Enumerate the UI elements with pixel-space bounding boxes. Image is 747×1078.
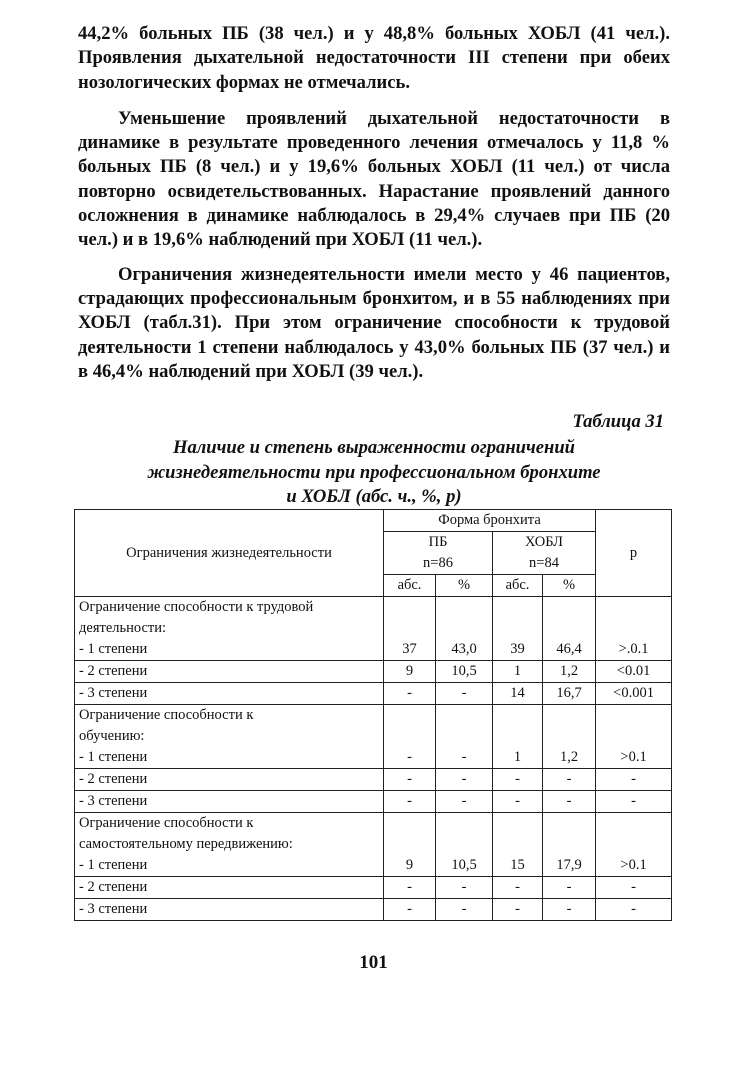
table-title-line-1: Наличие и степень выраженности ограничений	[172, 437, 576, 459]
cell-abs-pb: -	[384, 877, 436, 899]
cell-pct-pb: 43,0	[436, 597, 493, 661]
cell-p: <0.01	[596, 661, 672, 683]
row-label: - 3 степени	[75, 899, 384, 921]
cell-pct-pb: -	[436, 683, 493, 705]
row-label: - 2 степени	[75, 661, 384, 683]
cell-abs-pb: -	[384, 791, 436, 813]
header-pb-n: n=86	[423, 555, 453, 571]
row-label: - 1 степени	[79, 641, 148, 657]
cell-pct-hobl: 1,2	[543, 661, 596, 683]
header-pb	[384, 532, 493, 575]
table-row	[75, 705, 672, 769]
cell-pct-hobl: -	[543, 791, 596, 813]
section-label	[75, 597, 384, 661]
row-label: - 1 степени	[79, 749, 148, 765]
cell-abs-hobl: 15	[493, 813, 543, 877]
table-row	[75, 769, 672, 791]
paragraph-2: Уменьшение проявлений дыхательной недостаточности в динамике в результате проведенного лечения отмечалось у 11,8 % больных ПБ (8 чел.) и у 19,6% больных ХОБЛ (11 чел.) от числа повторно освидетельствованных. Нарастание проявлений данного осложнения в динамике наблюдалось в 29,4% случаев при ПБ (20 чел.) и в 19,6% наблюдений при ХОБЛ (11 чел.).	[78, 107, 670, 251]
cell-pct-hobl: -	[543, 899, 596, 921]
cell-abs-hobl: 1	[493, 661, 543, 683]
cell-pct-pb: -	[436, 877, 493, 899]
header-pct-hobl: %	[543, 575, 596, 597]
cell-pct-pb: -	[436, 899, 493, 921]
cell-p: -	[596, 877, 672, 899]
header-hobl	[493, 532, 596, 575]
cell-abs-hobl: -	[493, 791, 543, 813]
cell-abs-hobl: 1	[493, 705, 543, 769]
section-label-line: самостоятельному передвижению:	[79, 836, 293, 852]
cell-abs-hobl: -	[493, 769, 543, 791]
table-label: Таблица 31	[572, 411, 664, 433]
cell-pct-pb: 10,5	[436, 661, 493, 683]
section-label-line: Ограничение способности к	[79, 707, 254, 723]
header-abs-hobl: абс.	[493, 575, 543, 597]
section-label-line: Ограничение способности к	[79, 815, 254, 831]
section-label-line: деятельности:	[79, 620, 167, 636]
section-label-line: обучению:	[79, 728, 145, 744]
header-limitations: Ограничения жизнедеятельности	[75, 510, 384, 597]
cell-pct-hobl: -	[543, 877, 596, 899]
header-hobl-n: n=84	[529, 555, 559, 571]
table-row	[75, 791, 672, 813]
cell-pct-hobl: 17,9	[543, 813, 596, 877]
cell-pct-hobl: 46,4	[543, 597, 596, 661]
cell-abs-pb: 37	[384, 597, 436, 661]
table-header	[75, 510, 672, 597]
data-table	[74, 509, 672, 921]
cell-pct-pb: -	[436, 791, 493, 813]
table-row	[75, 683, 672, 705]
header-pct-pb: %	[436, 575, 493, 597]
header-bronchitis-form: Форма бронхита	[384, 510, 596, 532]
cell-abs-pb: 9	[384, 661, 436, 683]
cell-abs-pb: -	[384, 769, 436, 791]
cell-p: >0.1	[596, 705, 672, 769]
row-label: - 2 степени	[75, 877, 384, 899]
table-row	[75, 899, 672, 921]
table-row	[75, 877, 672, 899]
cell-p: >.0.1	[596, 597, 672, 661]
page-number: 101	[359, 952, 388, 973]
section-label-line: Ограничение способности к трудовой	[79, 599, 314, 615]
cell-pct-pb: 10,5	[436, 813, 493, 877]
table-title-line-2: жизнедеятельности при профессиональном бронхите	[147, 461, 601, 483]
row-label: - 3 степени	[75, 683, 384, 705]
cell-p: -	[596, 791, 672, 813]
header-abs-pb: абс.	[384, 575, 436, 597]
table-row	[75, 813, 672, 877]
cell-abs-hobl: -	[493, 877, 543, 899]
cell-pct-hobl: 16,7	[543, 683, 596, 705]
cell-abs-hobl: 39	[493, 597, 543, 661]
header-p: р	[596, 510, 672, 597]
cell-p: -	[596, 769, 672, 791]
cell-p: <0.001	[596, 683, 672, 705]
cell-pct-hobl: 1,2	[543, 705, 596, 769]
table-row	[75, 597, 672, 661]
header-pb-label: ПБ	[428, 534, 448, 550]
table-row	[75, 661, 672, 683]
row-label: - 3 степени	[75, 791, 384, 813]
table-title	[78, 436, 670, 510]
section-label	[75, 813, 384, 877]
cell-pct-hobl: -	[543, 769, 596, 791]
cell-abs-pb: -	[384, 683, 436, 705]
page-body	[78, 22, 670, 510]
header-hobl-label: ХОБЛ	[525, 534, 564, 550]
cell-pct-pb: -	[436, 769, 493, 791]
cell-abs-pb: 9	[384, 813, 436, 877]
paragraph-3: Ограничения жизнедеятельности имели место у 46 пациентов, страдающих профессиональным бронхитом, и в 55 наблюдениях при ХОБЛ (табл.31). При этом ограничение способности к трудовой деятельности 1 степени наблюдалось у 43,0% больных ПБ (37 чел.) и в 46,4% наблюдений при ХОБЛ (39 чел.).	[78, 263, 670, 382]
cell-abs-hobl: -	[493, 899, 543, 921]
cell-abs-hobl: 14	[493, 683, 543, 705]
cell-abs-pb: -	[384, 899, 436, 921]
cell-p: -	[596, 899, 672, 921]
table-body	[75, 597, 672, 921]
table-title-line-3: и ХОБЛ (абс. ч., %, р)	[286, 486, 462, 508]
paragraph-1: 44,2% больных ПБ (38 чел.) и у 48,8% больных ХОБЛ (41 чел.). Проявления дыхательной недостаточности III степени при обеих нозологических формах не отмечались.	[78, 23, 670, 93]
cell-pct-pb: -	[436, 705, 493, 769]
cell-p: >0.1	[596, 813, 672, 877]
row-label: - 1 степени	[79, 857, 148, 873]
row-label: - 2 степени	[75, 769, 384, 791]
section-label	[75, 705, 384, 769]
cell-abs-pb: -	[384, 705, 436, 769]
